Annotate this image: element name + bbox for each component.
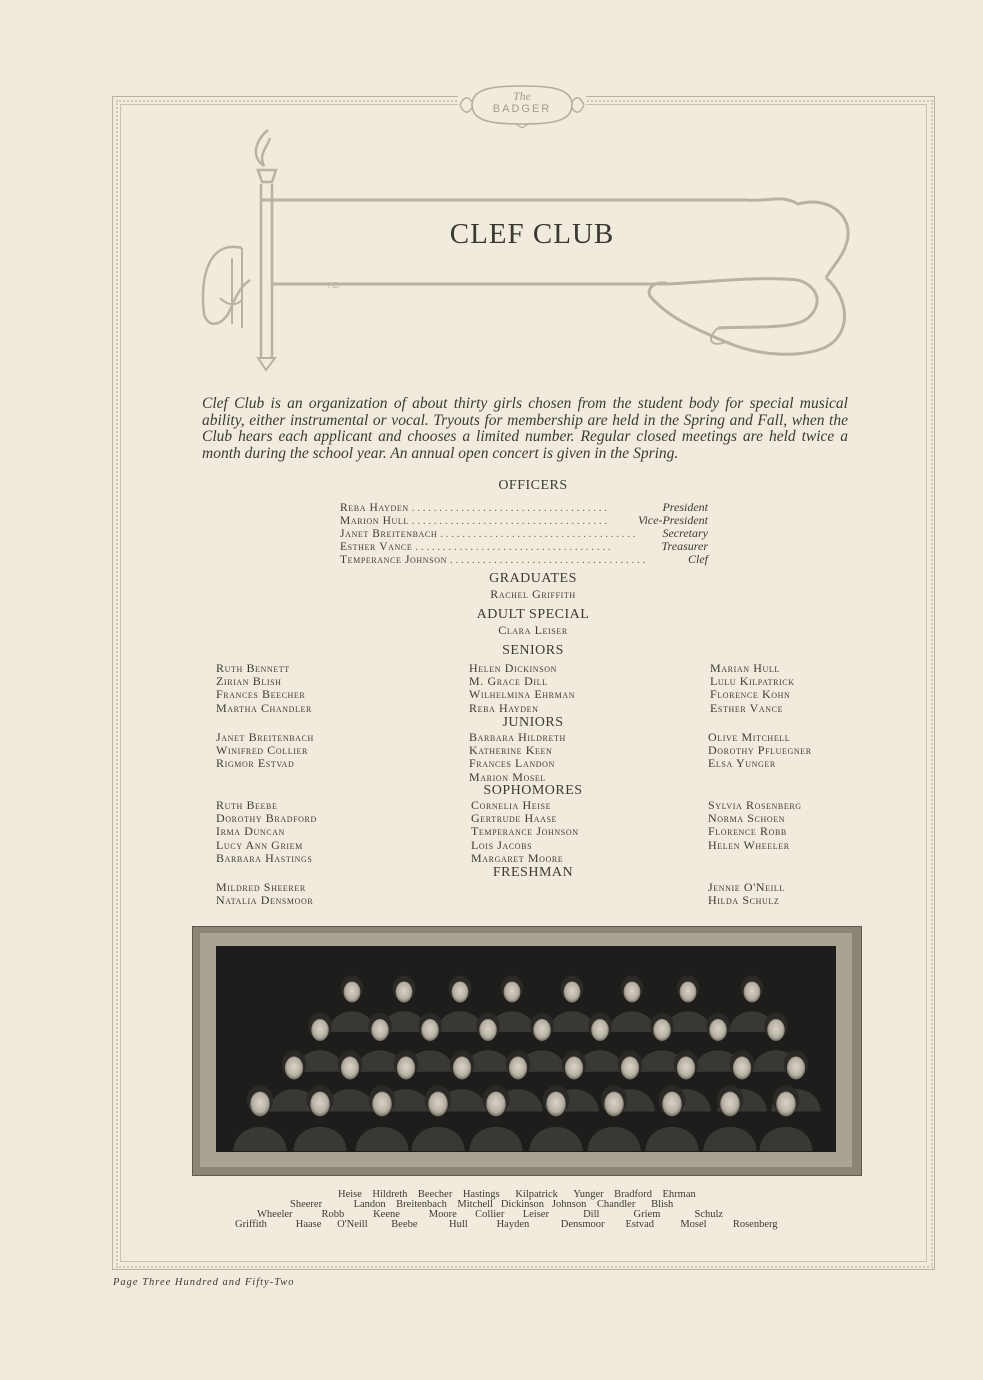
member-name: Hilda Schulz bbox=[708, 893, 780, 908]
caption-name: Kilpatrick bbox=[515, 1189, 558, 1200]
leader-dots: . . . . . . . . . . . . . . . . . . . . . . . . . . . . . . . . . . . . bbox=[415, 541, 611, 553]
member-name: Cornelia Heise bbox=[471, 798, 552, 812]
member-name: Frances Landon bbox=[469, 756, 555, 771]
caption-name: Mitchell bbox=[457, 1199, 493, 1210]
graduate-name: Rachel Griffith bbox=[490, 587, 576, 601]
caption-name: Mosel bbox=[680, 1219, 707, 1230]
freshman-left-column bbox=[216, 881, 313, 907]
intro-paragraph: Clef Club is an organization of about thirty girls chosen from the student body for special musical ability, either instrumental or vocal. Tryouts for membership are held in the Spring and Fall, when the Club hears each applicant and chooses a limited number. Regular closed meetings are held twice a month during the school year. An annual open concert is given in the Spring. bbox=[202, 395, 848, 462]
leader-dots: . . . . . . . . . . . . . . . . . . . . . . . . . . . . . . . . . . . . bbox=[411, 502, 607, 514]
seniors-right-column bbox=[710, 662, 795, 715]
member-name: Lucy Ann Griem bbox=[216, 837, 303, 852]
member-name: Katherine Keen bbox=[469, 743, 553, 758]
page-number: Page Three Hundred and Fifty-Two bbox=[113, 1277, 295, 1288]
member-name: Helen Wheeler bbox=[708, 837, 790, 852]
caption-name: Wheeler bbox=[257, 1209, 293, 1220]
caption-name: Dickinson bbox=[500, 1199, 545, 1210]
member-name: Marion Mosel bbox=[469, 769, 546, 784]
officer-row bbox=[340, 527, 708, 540]
caption-name: O'Neill bbox=[337, 1219, 368, 1230]
caption-name: Hildreth bbox=[372, 1189, 408, 1200]
caption-name: Johnson bbox=[551, 1199, 587, 1210]
sophomores-left-column bbox=[216, 799, 317, 865]
officer-name: Temperance Johnson bbox=[340, 554, 447, 566]
badger-masthead bbox=[458, 82, 586, 128]
member-name: Olive Mitchell bbox=[708, 730, 791, 744]
juniors-middle-column bbox=[469, 731, 566, 784]
member-name: Florence Kohn bbox=[710, 687, 791, 702]
officer-name: Janet Breitenbach bbox=[340, 528, 438, 540]
member-name: Florence Robb bbox=[708, 824, 787, 839]
member-name: Janet Breitenbach bbox=[216, 730, 314, 744]
page-title: CLEF CLUB bbox=[449, 218, 615, 250]
caption-name: Robb bbox=[321, 1209, 345, 1220]
member-name: Natalia Densmoor bbox=[216, 893, 314, 908]
masthead-name: BADGER bbox=[492, 103, 552, 115]
officer-name: Marion Hull bbox=[340, 515, 409, 527]
member-name: Dorothy Bradford bbox=[216, 811, 317, 826]
caption-name: Beebe bbox=[391, 1219, 418, 1230]
caption-name: Densmoor bbox=[560, 1219, 605, 1230]
member-name: M. Grace Dill bbox=[469, 674, 548, 689]
juniors-heading: JUNIORS bbox=[502, 715, 564, 730]
caption-name: Rosenberg bbox=[732, 1219, 778, 1230]
caption-name: Bradford bbox=[614, 1189, 653, 1200]
leader-dots: . . . . . . . . . . . . . . . . . . . . . . . . . . . . . . . . . . . . bbox=[440, 528, 636, 540]
caption-name: Blish bbox=[651, 1199, 674, 1210]
caption-name: Schulz bbox=[694, 1209, 724, 1220]
officer-name: Reba Hayden bbox=[340, 502, 409, 514]
member-name: Sylvia Rosenberg bbox=[708, 798, 802, 812]
caption-name: Beecher bbox=[417, 1189, 453, 1200]
member-name: Elsa Yunger bbox=[708, 756, 776, 771]
member-name: Winifred Collier bbox=[216, 743, 308, 758]
freshman-right-column bbox=[708, 881, 785, 907]
caption-row-4 bbox=[235, 1220, 778, 1230]
group-photograph bbox=[216, 946, 836, 1152]
officer-row bbox=[340, 540, 708, 553]
member-name: Martha Chandler bbox=[216, 700, 312, 715]
caption-name: Ehrman bbox=[662, 1189, 696, 1200]
caption-name: Griffith bbox=[235, 1219, 267, 1230]
caption-name: Griem bbox=[633, 1209, 661, 1220]
seniors-middle-column bbox=[469, 662, 575, 715]
adult-special-name: Clara Leiser bbox=[498, 623, 568, 637]
caption-name: Hastings bbox=[462, 1189, 500, 1200]
member-name: Margaret Moore bbox=[471, 850, 564, 865]
caption-name: Keene bbox=[373, 1209, 400, 1220]
officer-row bbox=[340, 514, 708, 527]
caption-name: Yunger bbox=[573, 1189, 604, 1200]
caption-name: Breitenbach bbox=[396, 1199, 447, 1210]
member-name: Dorothy Pfluegner bbox=[708, 743, 812, 758]
caption-name: Collier bbox=[475, 1209, 505, 1220]
caption-name: Leiser bbox=[522, 1209, 549, 1220]
caption-name: Hayden bbox=[496, 1219, 530, 1230]
member-name: Ruth Bennett bbox=[216, 661, 290, 675]
member-name: Frances Beecher bbox=[216, 687, 306, 702]
officer-title: Secretary bbox=[662, 526, 708, 540]
svg-text:HB: HB bbox=[328, 281, 340, 290]
seniors-heading: SENIORS bbox=[502, 643, 564, 658]
member-name: Gertrude Haase bbox=[471, 811, 558, 826]
sophomores-right-column bbox=[708, 799, 802, 852]
officer-title: Clef bbox=[688, 552, 708, 566]
caption-name: Heise bbox=[338, 1189, 362, 1200]
member-name: Temperance Johnson bbox=[471, 824, 579, 839]
member-name: Ruth Beebe bbox=[216, 798, 278, 812]
member-name: Irma Duncan bbox=[216, 824, 285, 839]
member-name: Marian Hull bbox=[710, 661, 780, 675]
caption-name: Moore bbox=[428, 1209, 457, 1220]
officer-title: Treasurer bbox=[661, 539, 708, 553]
officer-title: Vice-President bbox=[638, 513, 708, 527]
officers-heading: OFFICERS bbox=[498, 478, 568, 493]
officers-list bbox=[340, 501, 708, 566]
member-name: Rigmor Estvad bbox=[216, 756, 295, 771]
caption-name: Landon bbox=[353, 1199, 386, 1210]
officer-name: Esther Vance bbox=[340, 541, 413, 553]
juniors-left-column bbox=[216, 731, 314, 771]
member-name: Wilhelmina Ehrman bbox=[469, 687, 576, 702]
adult-special-heading: ADULT SPECIAL bbox=[476, 607, 590, 622]
member-name: Lois Jacobs bbox=[471, 837, 533, 852]
caption-name: Haase bbox=[295, 1219, 322, 1230]
masthead-the: The bbox=[513, 89, 531, 103]
caption-name: Dill bbox=[583, 1209, 600, 1220]
member-name: Helen Dickinson bbox=[469, 661, 557, 675]
caption-name: Hull bbox=[449, 1219, 468, 1230]
graduates-heading: GRADUATES bbox=[489, 571, 577, 586]
member-name: Zirian Blish bbox=[216, 674, 282, 689]
member-name: Lulu Kilpatrick bbox=[710, 674, 795, 689]
caption-name: Sheerer bbox=[290, 1199, 323, 1210]
officer-title: President bbox=[662, 500, 708, 514]
juniors-right-column bbox=[708, 731, 812, 771]
member-name: Mildred Sheerer bbox=[216, 880, 306, 894]
officer-row bbox=[340, 553, 708, 566]
sophomores-middle-column bbox=[471, 799, 579, 865]
freshman-heading: FRESHMAN bbox=[492, 865, 574, 880]
member-name: Jennie O'Neill bbox=[708, 880, 785, 894]
member-name: Barbara Hildreth bbox=[469, 730, 566, 744]
member-name: Esther Vance bbox=[710, 700, 784, 715]
member-name: Barbara Hastings bbox=[216, 850, 313, 865]
sophomores-heading: SOPHOMORES bbox=[483, 783, 583, 798]
caption-name: Chandler bbox=[596, 1199, 636, 1210]
member-name: Norma Schoen bbox=[708, 811, 786, 826]
member-name: Reba Hayden bbox=[469, 700, 539, 715]
banner-scroll-icon bbox=[198, 128, 854, 374]
leader-dots: . . . . . . . . . . . . . . . . . . . . . . . . . . . . . . . . . . . . bbox=[411, 515, 608, 527]
group-photo-icon bbox=[216, 946, 836, 1152]
leader-dots: . . . . . . . . . . . . . . . . . . . . . . . . . . . . . . . . . . . . bbox=[449, 554, 646, 566]
seniors-left-column bbox=[216, 662, 312, 715]
caption-name: Estvad bbox=[625, 1219, 655, 1230]
